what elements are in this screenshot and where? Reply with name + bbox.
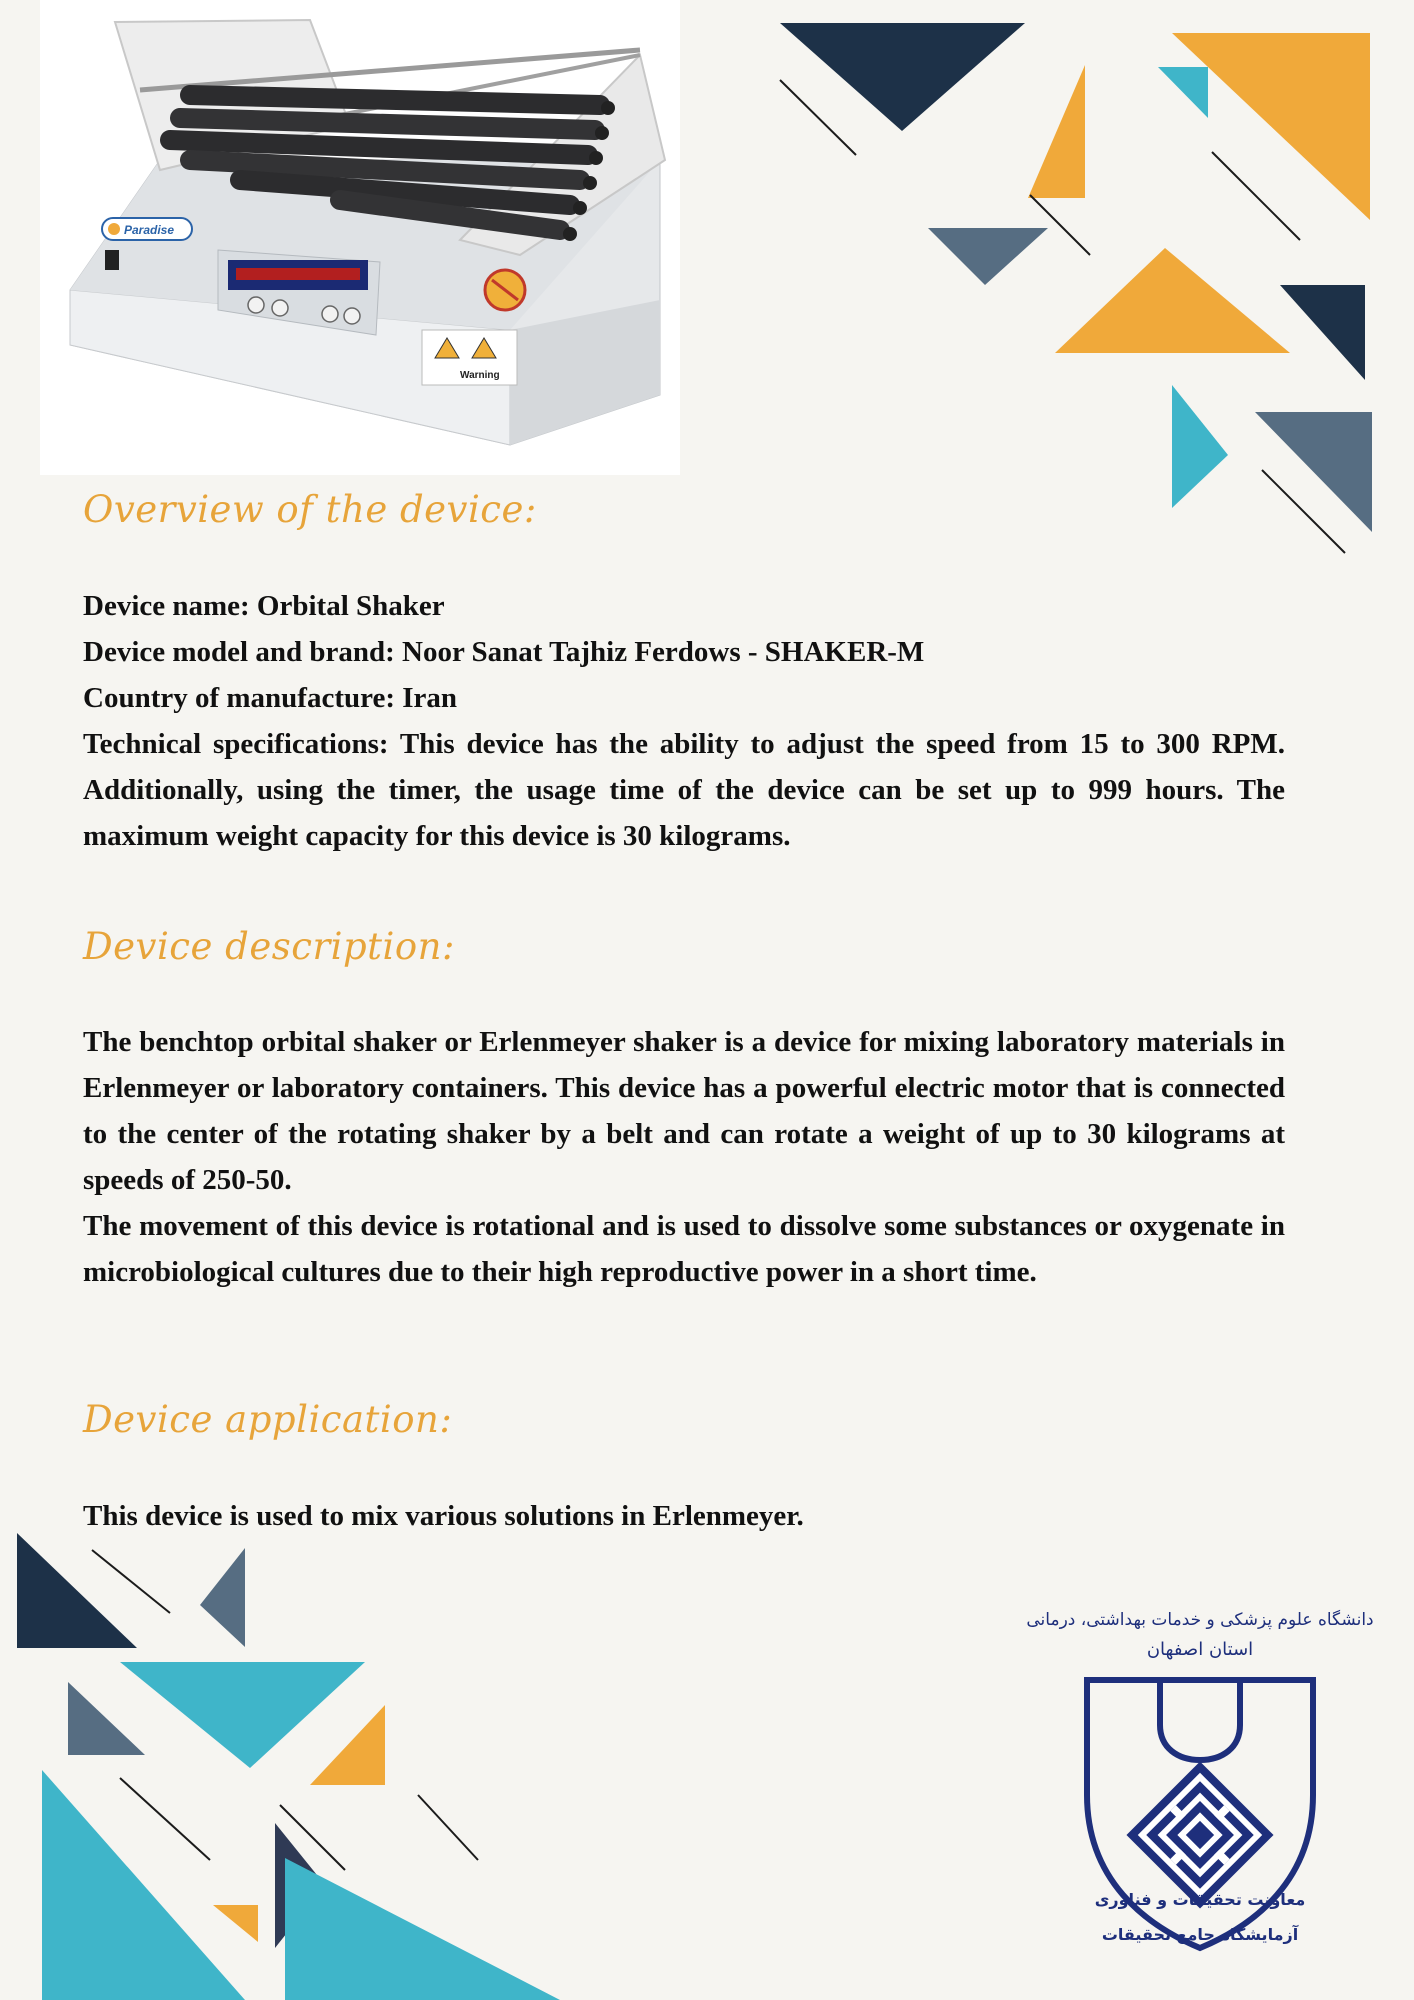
model-brand-line: Device model and brand: Noor Sanat Tajhiz Ferdows - SHAKER-M <box>83 636 925 668</box>
logo-caption-line1: معاونت تحقیقات و فناوری <box>1094 1890 1306 1909</box>
decor-line <box>780 80 856 155</box>
description-heading: Device description: <box>83 925 455 968</box>
decor-line <box>1212 152 1300 240</box>
orange-triangle <box>1028 65 1085 198</box>
navy-triangle <box>780 23 1025 131</box>
description-paragraph-1: The benchtop orbital shaker or Erlenmeyer shaker is a device for mixing laboratory materials in Erlenmeyer or laboratory containers. This device has a powerful electric motor that is connected to the center of the rotating shaker by a belt and can rotate a weight of up to 30 kilograms at speeds of 250-50. <box>83 1026 1285 1196</box>
application-section <box>83 1493 1285 1539</box>
overview-heading: Overview of the device: <box>83 488 537 531</box>
decor-line <box>120 1778 210 1860</box>
teal-triangle <box>1158 67 1208 118</box>
decor-line <box>418 1795 478 1860</box>
application-heading: Device application: <box>83 1398 453 1441</box>
university-name-line2: استان اصفهان <box>1146 1639 1254 1660</box>
slate-triangle <box>200 1548 245 1647</box>
slate-triangle <box>68 1682 145 1755</box>
country-line: Country of manufacture: Iran <box>83 682 458 714</box>
teal-triangle <box>120 1662 365 1768</box>
navy-triangle <box>1280 285 1365 380</box>
teal-triangle <box>42 1770 245 2000</box>
orbital-shaker-image <box>40 0 680 475</box>
description-section <box>83 1019 1285 1295</box>
logo-caption-line2: آزمایشگاه جامع تحقیقات <box>1101 1925 1299 1944</box>
device-name-line: Device name: Orbital Shaker <box>83 590 445 622</box>
technical-specs-paragraph: Technical specifications: This device has the ability to adjust the speed from 15 to 300 RPM. Additionally, using the timer, the usage time of the device can be set up to 999 hours. The maximum weight capacity for this device is 30 kilograms. <box>83 728 1285 852</box>
brand-badge-text: Paradise <box>124 223 175 237</box>
decor-line <box>92 1550 170 1613</box>
overview-section <box>83 583 1285 859</box>
description-paragraph-2: The movement of this device is rotational and is used to dissolve some substances or oxygenate in microbiological cultures due to their high reproductive power in a short time. <box>83 1210 1285 1288</box>
warning-label-text: Warning <box>460 370 500 381</box>
decor-line <box>1030 195 1090 255</box>
orange-triangle <box>213 1905 258 1942</box>
slate-triangle <box>928 228 1048 285</box>
orange-triangle <box>1172 33 1370 220</box>
navy-triangle <box>17 1533 137 1648</box>
slate-triangle <box>1255 412 1372 532</box>
orange-triangle <box>310 1705 385 1785</box>
teal-triangle <box>1172 385 1228 508</box>
orange-triangle <box>1055 248 1290 353</box>
university-name-line1: دانشگاه علوم پزشکی و خدمات بهداشتی، درمانی <box>1026 1610 1374 1630</box>
application-text: This device is used to mix various solutions in Erlenmeyer. <box>83 1500 804 1532</box>
teal-triangle <box>285 1858 560 2000</box>
